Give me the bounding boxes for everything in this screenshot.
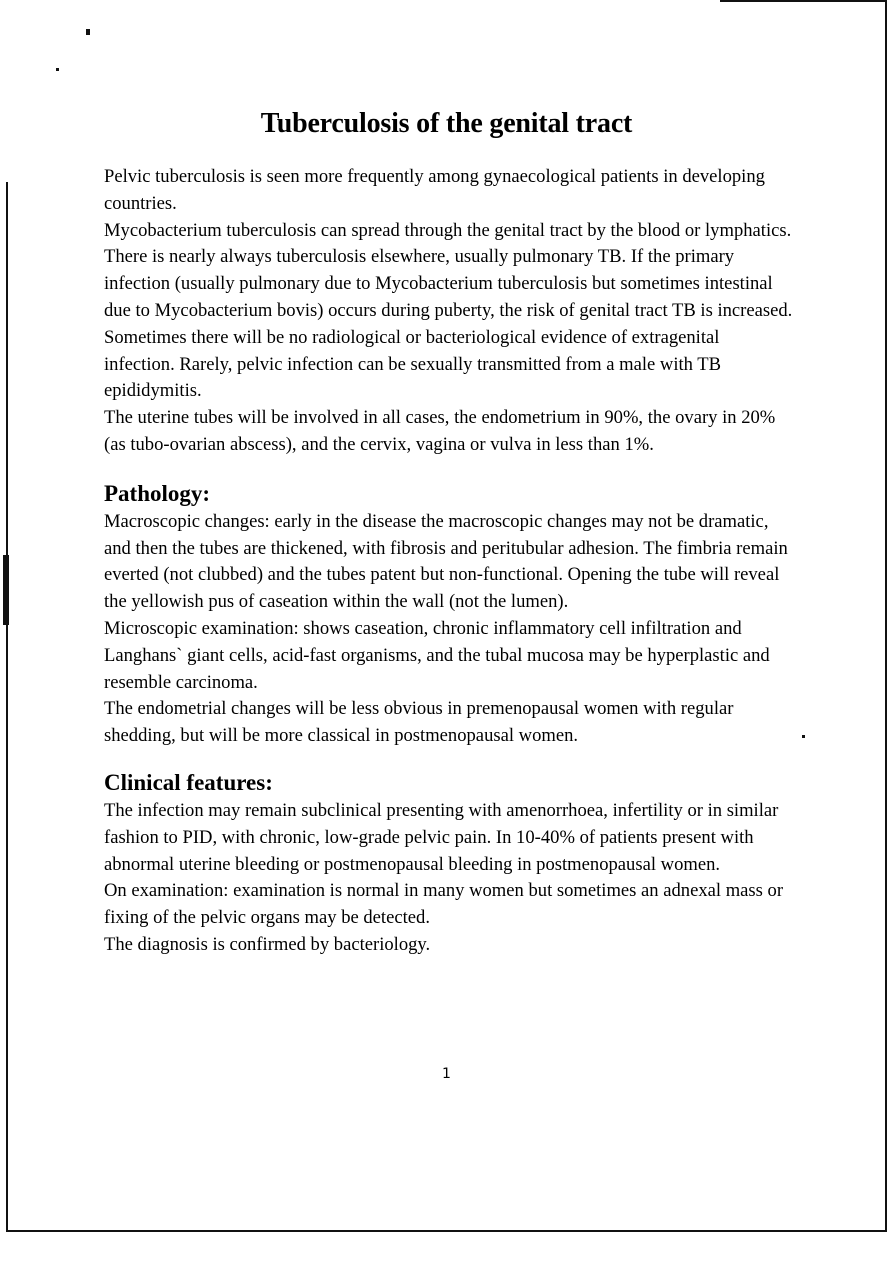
pathology-heading: Pathology: [104, 480, 211, 506]
intro-paragraph: Pelvic tuberculosis is seen more frequently among gynaecological patients in developing countries. [104, 166, 765, 214]
scan-border-mark [3, 555, 9, 625]
clinical-paragraph: The diagnosis is confirmed by bacteriology. [104, 933, 431, 955]
page-number: 1 [442, 1066, 451, 1082]
pathology-paragraph: Macroscopic changes: early in the disease the macroscopic changes may not be dramatic, and then the tubes are thickened, with fibrosis and peritubular adhesion. The fimbria remain everted (not clubbed) and the tubes patent but non-functional. Opening the tube will reveal the yellowish pus of caseation within the wall (not the lumen). [104, 510, 788, 613]
intro-paragraph: The uterine tubes will be involved in all cases, the endometrium in 90%, the ovary in 20% (as tubo-ovarian abscess), and the cervix, vagina or vulva in less than 1%. [104, 407, 776, 455]
scan-speck [802, 735, 805, 738]
scan-border-right [885, 0, 887, 1232]
scan-speck [86, 29, 90, 35]
document-body [104, 164, 794, 959]
intro-paragraph: Mycobacterium tuberculosis can spread through the genital tract by the blood or lymphatics. There is nearly always tuberculosis elsewhere, usually pulmonary TB. If the primary infection (usually pulmonary due to Mycobacterium tuberculosis but sometimes intestinal due to Mycobacterium bovis) occurs during puberty, the risk of genital tract TB is increased. Sometimes there will be no radiological or bacteriological evidence of extragenital infection. Rarely, pelvic infection can be sexually transmitted from a male with TB epididymitis. [104, 219, 793, 402]
pathology-paragraph: The endometrial changes will be less obvious in premenopausal women with regular shedding, but will be more classical in postmenopausal women. [104, 698, 734, 747]
clinical-paragraph: On examination: examination is normal in many women but sometimes an adnexal mass or fixing of the pelvic organs may be detected. [104, 880, 784, 929]
document-title: Tuberculosis of the genital tract [260, 108, 633, 139]
scan-speck [56, 68, 59, 71]
scan-border-top [720, 0, 887, 2]
clinical-paragraph: The infection may remain subclinical presenting with amenorrhoea, infertility or in similar fashion to PID, with chronic, low-grade pelvic pain. In 10-40% of patients present with abnormal uterine bleeding or postmenopausal bleeding in postmenopausal women. [104, 799, 779, 875]
clinical-features-heading: Clinical features: [104, 769, 273, 795]
pathology-paragraph: Microscopic examination: shows caseation, chronic inflammatory cell infiltration and Langhans` giant cells, acid-fast organisms, and the tubal mucosa may be hyperplastic and resemble carcinoma. [104, 617, 770, 693]
scan-border-bottom [6, 1230, 886, 1232]
